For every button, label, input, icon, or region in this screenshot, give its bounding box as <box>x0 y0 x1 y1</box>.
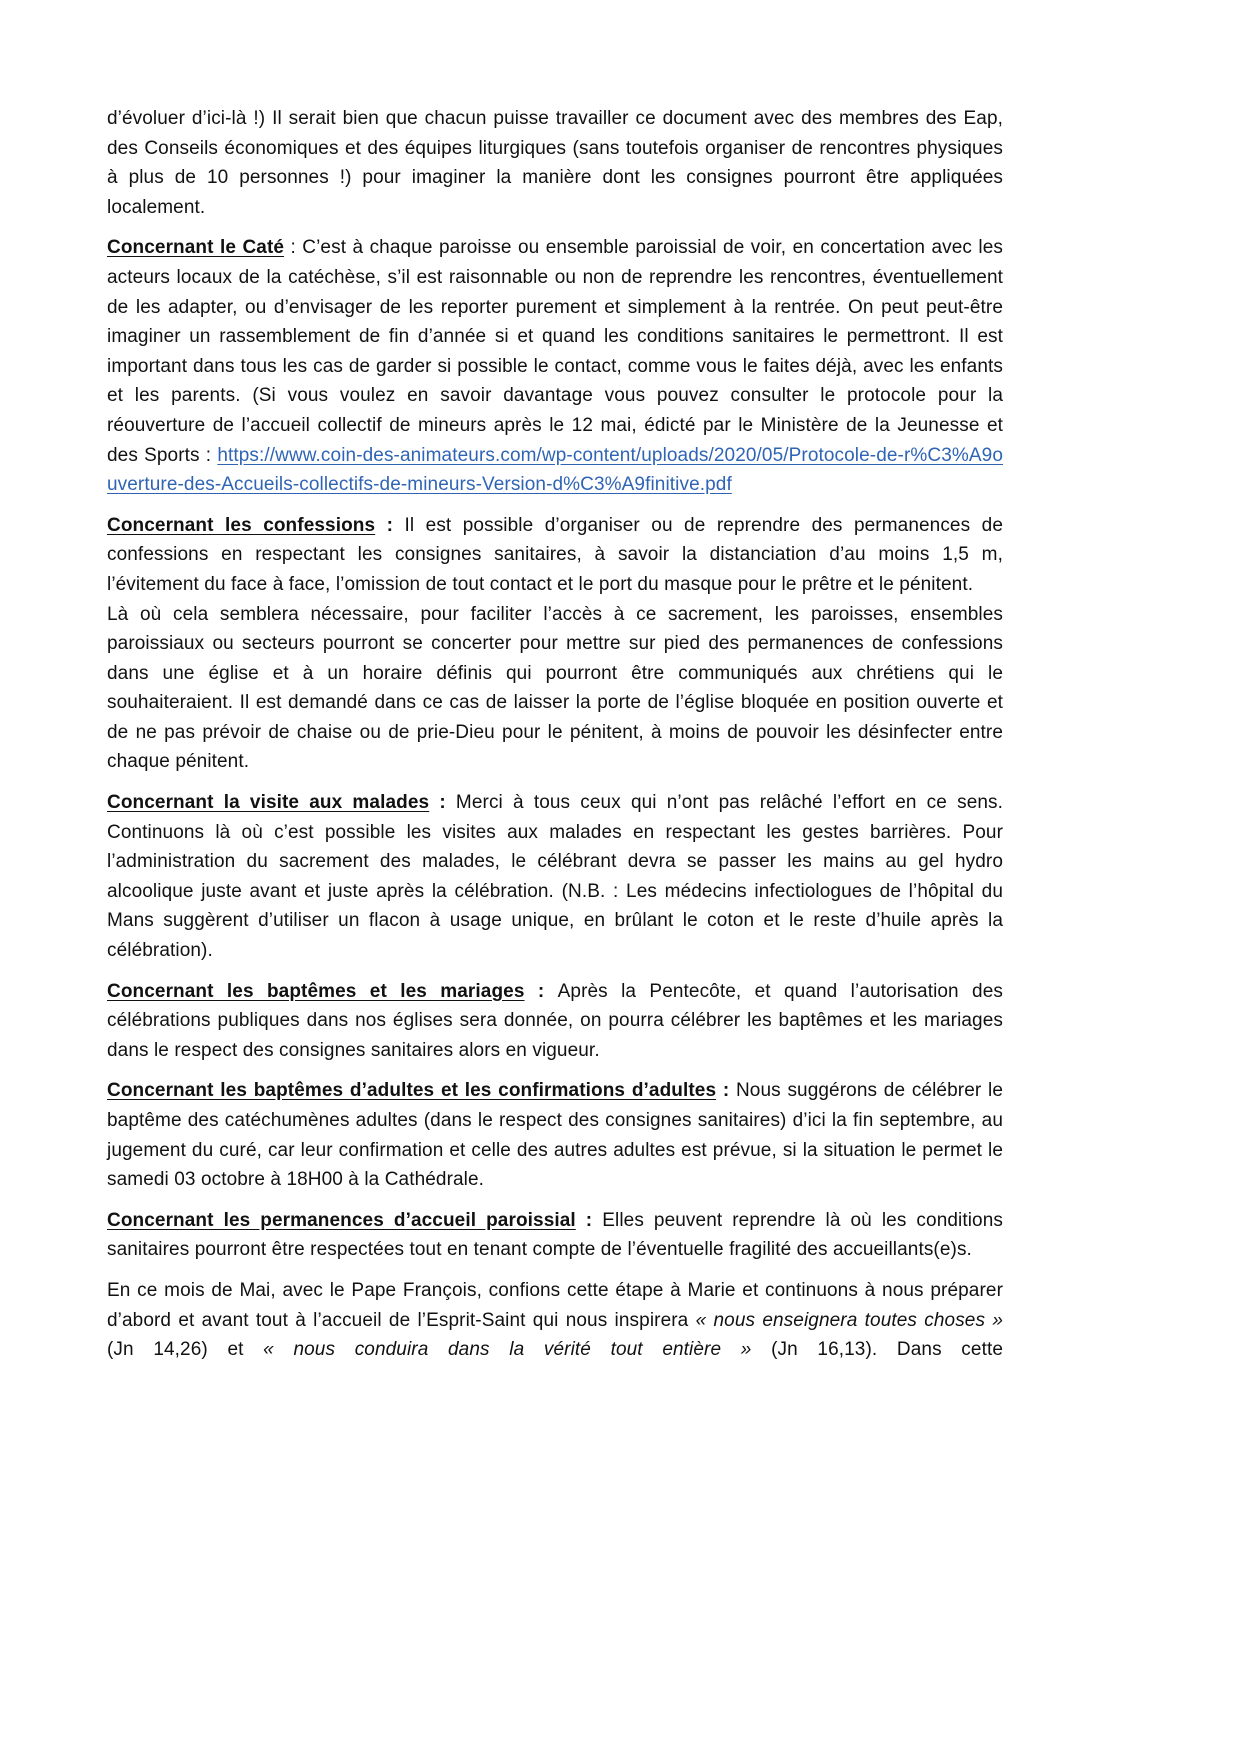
paragraph-cate <box>107 233 1003 499</box>
heading-separator: : <box>284 237 303 259</box>
section-heading-cate: Concernant le Caté <box>107 237 285 259</box>
paragraph-malades <box>107 788 1003 966</box>
scripture-quote: « nous conduira dans la vérité tout entière » <box>263 1339 752 1361</box>
paragraph-adultes <box>107 1076 1003 1194</box>
paragraph-text: Là où cela semblera nécessaire, pour faciliter l’accès à ce sacrement, les paroisses, ensembles paroissiaux ou secteurs pourront se concerter pour mettre sur pied des permanences de confessions dans une église et à un horaire définis qui pourront être communiqués aux chrétiens qui le souhaiteraient. Il est demandé dans ce cas de laisser la porte de l’église bloquée en position ouverte et de ne pas prévoir de chaise ou de prie-Dieu pour le pénitent, à moins de pouvoir les désinfecter entre chaque pénitent. <box>107 603 1003 773</box>
paragraph-text: Nous suggérons de célébrer le baptême des catéchumènes adultes (dans le respect des consignes sanitaires) d’ici la fin septembre, au jugement du curé, car leur confirmation et celle des autres adultes est prévue, si la situation le permet le samedi 03 octobre à 18H00 à la Cathédrale. <box>107 1080 1003 1191</box>
paragraph-text: d’évoluer d’ici-là !) Il serait bien que chacun puisse travailler ce document avec des membres des Eap, des Conseils économiques et des équipes liturgiques (sans toutefois organiser de rencontres physiques à plus de 10 personnes !) pour imaginer la manière dont les consignes pourront être appliquées localement. <box>107 108 1003 218</box>
paragraph-text: (Jn 16,13). Dans cette <box>751 1339 1003 1361</box>
section-heading-adultes: Concernant les baptêmes d’adultes et les confirmations d’adultes <box>107 1080 717 1102</box>
paragraph-text: Après la Pentecôte, et quand l’autorisation des célébrations publiques dans nos églises sera donnée, on pourra célébrer les baptêmes et les mariages dans le respect des consignes sanitaires alors en vigueur. <box>107 980 1003 1061</box>
paragraph-closing <box>107 1276 1003 1365</box>
paragraph-text: C’est à chaque paroisse ou ensemble paroissial de voir, en concertation avec les acteurs locaux de la catéchèse, s’il est raisonnable ou non de reprendre les rencontres, éventuellement de les adapter, ou d’envisager de les reporter purement et simplement à la rentrée. On peut peut-être imaginer un rassemblement de fin d’année si et quand les conditions sanitaires le permettront. Il est important dans tous les cas de garder si possible le contact, comme vous le faites déjà, avec les enfants et les parents. (Si vous voulez en savoir davantage vous pouvez consulter le protocole pour la réouverture de l’accueil collectif de mineurs après le 12 mai, édicté par le Ministère de la Jeunesse et des Sports : <box>107 237 1003 466</box>
heading-separator: : <box>575 1209 603 1231</box>
protocol-link[interactable]: https://www.coin-des-animateurs.com/wp-content/uploads/2020/05/Protocole-de-r%C3%A9ouverture-des-Accueils-collectifs-de-mineurs-Version-d%C3%A9finitive.pdf <box>107 444 1003 496</box>
paragraph-text: En ce mois de Mai, avec le Pape François, confions cette étape à Marie et continuons à nous préparer d’abord et avant tout à l’accueil de l’Esprit-Saint qui nous inspirera <box>107 1279 1003 1331</box>
section-heading-accueil: Concernant les permanences d’accueil paroissial <box>107 1209 576 1231</box>
paragraph-intro <box>107 104 1003 222</box>
heading-separator: : <box>716 1080 736 1102</box>
paragraph-text: (Jn 14,26) et <box>107 1339 264 1361</box>
heading-separator: : <box>524 980 558 1002</box>
paragraph-text: Merci à tous ceux qui n’ont pas relâché l’effort en ce sens. Continuons là où c’est possible les visites aux malades en respectant les gestes barrières. Pour l’administration du sacrement des malades, le célébrant devra se passer les mains au gel hydro alcoolique juste avant et juste après la célébration. (N.B. : Les médecins infectiologues de l’hôpital du Mans suggèrent d’utiliser un flacon à usage unique, en brûlant le coton et le reste d’huile après la célébration). <box>107 792 1004 962</box>
section-heading-confessions: Concernant les confessions <box>107 514 376 536</box>
scripture-quote: « nous enseignera toutes choses » <box>695 1309 1003 1331</box>
section-heading-baptemes-mariages: Concernant les baptêmes et les mariages <box>107 980 525 1002</box>
paragraph-confessions <box>107 511 1003 600</box>
paragraph-baptemes-mariages <box>107 977 1003 1066</box>
document-page <box>107 104 1003 1376</box>
paragraph-text: Elles peuvent reprendre là où les conditions sanitaires pourront être respectées tout en tenant compte de l’éventuelle fragilité des accueillants(e)s. <box>107 1209 1003 1261</box>
paragraph-confessions-continued <box>107 600 1003 778</box>
paragraph-text: Il est possible d’organiser ou de reprendre des permanences de confessions en respectant les consignes sanitaires, à savoir la distanciation d’au moins 1,5 m, l’évitement du face à face, l’omission de tout contact et le port du masque pour le prêtre et le pénitent. <box>107 514 1003 595</box>
paragraph-accueil <box>107 1206 1003 1265</box>
section-heading-malades: Concernant la visite aux malades <box>107 792 430 814</box>
heading-separator: : <box>429 792 456 814</box>
heading-separator: : <box>375 514 405 536</box>
